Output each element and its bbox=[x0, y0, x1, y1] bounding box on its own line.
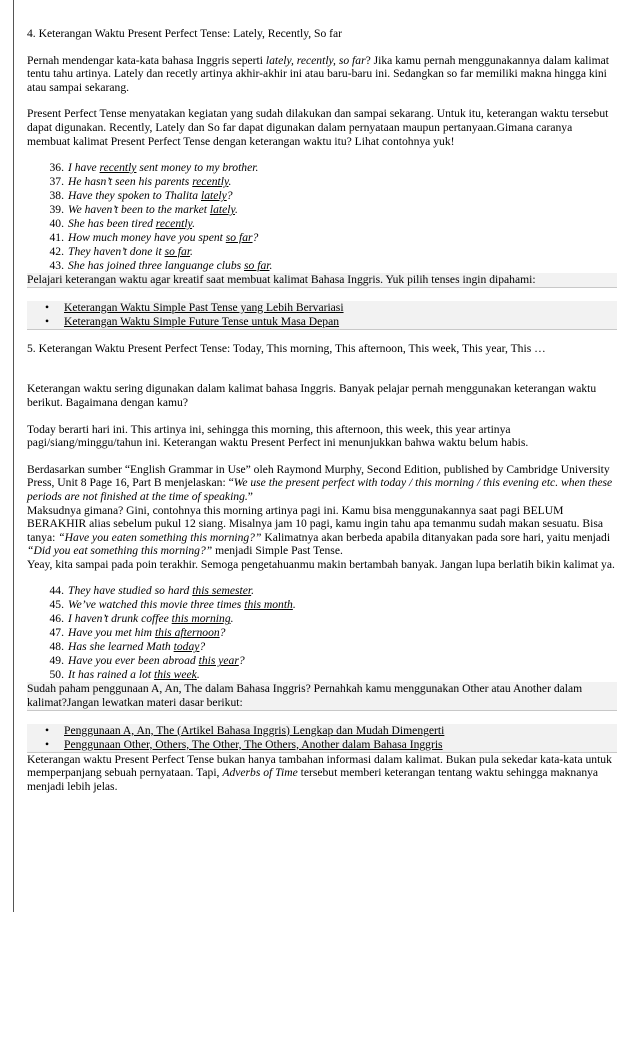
example-item: 36. I have recently sent money to my brother. bbox=[49, 161, 259, 175]
related-link-other-another[interactable]: Penggunaan Other, Others, The Other, The Others, Another dalam Bahasa Inggris bbox=[64, 737, 443, 751]
document-page bbox=[27, 27, 617, 793]
section-4-explanation: Present Perfect Tense menyatakan kegiatan yang sudah dilakukan dan sampai sekarang. Untuk itu, keterangan waktu tersebut dapat digunakan. Recently, Lately dan So far dapat digunakan dalam pernyataan maupun pertanyaan.Gimana caranya membuat kalimat Present Perfect Tense dengan keterangan waktu itu? Lihat contohnya yuk! bbox=[27, 107, 609, 148]
example-item: 37. He hasn’t seen his parents recently. bbox=[49, 175, 232, 189]
bullet-icon: • bbox=[45, 314, 50, 328]
left-margin-rule bbox=[13, 0, 14, 912]
related-links-2 bbox=[27, 724, 617, 753]
related-link-item bbox=[27, 738, 617, 753]
examples-list-44-50 bbox=[27, 584, 617, 682]
section-4-heading: 4. Keterangan Waktu Present Perfect Tense: Lately, Recently, So far bbox=[27, 27, 343, 40]
example-item: 39. We haven’t been to the market lately. bbox=[49, 203, 238, 217]
section-5-source-quote: Berdasarkan sumber “English Grammar in Use” oleh Raymond Murphy, Second Edition, published by Cambridge University Press, Unit 8 Page 16, Part B menjelaskan: “We use the present perfect with today / this morning / this evening etc. when these periods are not finished at the time of speaking.” bbox=[27, 462, 613, 503]
section-5-after-text: Sudah paham penggunaan A, An, The dalam Bahasa Inggris? Pernahkah kamu menggunakan Other atau Another dalam kalimat?Jangan lewatkan materi dasar berikut: bbox=[27, 682, 617, 710]
related-link-simple-future[interactable]: Keterangan Waktu Simple Future Tense untuk Masa Depan bbox=[64, 314, 340, 328]
example-item: 49. Have you ever been abroad this year? bbox=[49, 654, 245, 668]
example-item: 48. Has she learned Math today? bbox=[49, 640, 206, 654]
bullet-icon: • bbox=[45, 723, 50, 737]
section-5-closing-note: Yeay, kita sampai pada poin terakhir. Semoga pengetahuanmu makin bertambah banyak. Jangan lupa berlatih bikin kalimat ya. bbox=[27, 557, 615, 571]
related-link-articles[interactable]: Penggunaan A, An, The (Artikel Bahasa Inggris) Lengkap dan Mudah Dimengerti bbox=[64, 723, 445, 737]
section-4-after-text: Pelajari keterangan waktu agar kreatif saat membuat kalimat Bahasa Inggris. Yuk pilih tenses ingin dipahami: bbox=[27, 273, 617, 288]
section-5-intro: Keterangan waktu sering digunakan dalam kalimat bahasa Inggris. Banyak pelajar pernah menggunakan keterangan waktu berikut. Bagaimana dengan kamu? bbox=[27, 382, 597, 409]
example-item: 46. I haven’t drunk coffee this morning. bbox=[49, 612, 234, 626]
closing-paragraph: Keterangan waktu Present Perfect Tense bukan hanya tambahan informasi dalam kalimat. Bukan pula sekedar kata-kata untuk memperpanjang sebuah pernyataan. Tapi, Adverbs of Time tersebut memberi keterangan tentang waktu sehingga maknanya menjadi lebih jelas. bbox=[27, 752, 612, 793]
example-item: 40. She has been tired recently. bbox=[49, 217, 195, 231]
related-links-1 bbox=[27, 301, 617, 330]
example-item: 43. She has joined three languange clubs so far. bbox=[49, 259, 273, 273]
bullet-icon: • bbox=[45, 737, 50, 751]
example-item: 44. They have studied so hard this semester. bbox=[49, 584, 255, 598]
example-item: 45. We’ve watched this movie three times this month. bbox=[49, 598, 296, 612]
related-link-simple-past[interactable]: Keterangan Waktu Simple Past Tense yang Lebih Bervariasi bbox=[64, 300, 344, 314]
examples-list-36-43 bbox=[27, 161, 617, 273]
example-item: 47. Have you met him this afternoon? bbox=[49, 626, 226, 640]
related-link-item bbox=[27, 724, 617, 738]
example-item: 50. It has rained a lot this week. bbox=[49, 668, 200, 682]
section-5-heading: 5. Keterangan Waktu Present Perfect Tense: Today, This morning, This afternoon, This week, This year, This … bbox=[27, 341, 546, 355]
example-item: 41. How much money have you spent so far? bbox=[49, 231, 259, 245]
section-5-meaning: Maksudnya gimana? Gini, contohnya this morning artinya pagi ini. Kamu bisa menggunakannya saat pagi BELUM BERAKHIR alias sebelum pukul 12 siang. Misalnya jam 10 pagi, kamu ingin tahu apa temanmu sudah makan sesuatu. Bisa tanya: “Have you eaten something this morning?” Kalimatnya akan berbeda apabila ditanyakan pada sore hari, yaitu menjadi “Did you eat something this morning?” menjadi Simple Past Tense. bbox=[27, 503, 611, 558]
section-5-today-explanation: Today berarti hari ini. This artinya ini, sehingga this morning, this afternoon, this week, this year artinya pagi/siang/minggu/tahun ini. Keterangan waktu Present Perfect ini menunjukkan bahwa waktu belum habis. bbox=[27, 422, 529, 450]
related-link-item bbox=[27, 315, 617, 330]
bullet-icon: • bbox=[45, 300, 50, 314]
section-4-intro: Pernah mendengar kata-kata bahasa Inggris seperti lately, recently, so far? Jika kamu pernah menggunakannya dalam kalimat tentu tahu artinya. Lately dan recetly artinya akhir-akhir ini atau baru-baru ini. Sedangkan so far memiliki makna hingga kini atau sampai sekarang. bbox=[27, 53, 609, 94]
example-item: 42. They haven’t done it so far. bbox=[49, 245, 193, 259]
example-item: 38. Have they spoken to Thalita lately? bbox=[49, 189, 233, 203]
related-link-item bbox=[27, 301, 617, 315]
